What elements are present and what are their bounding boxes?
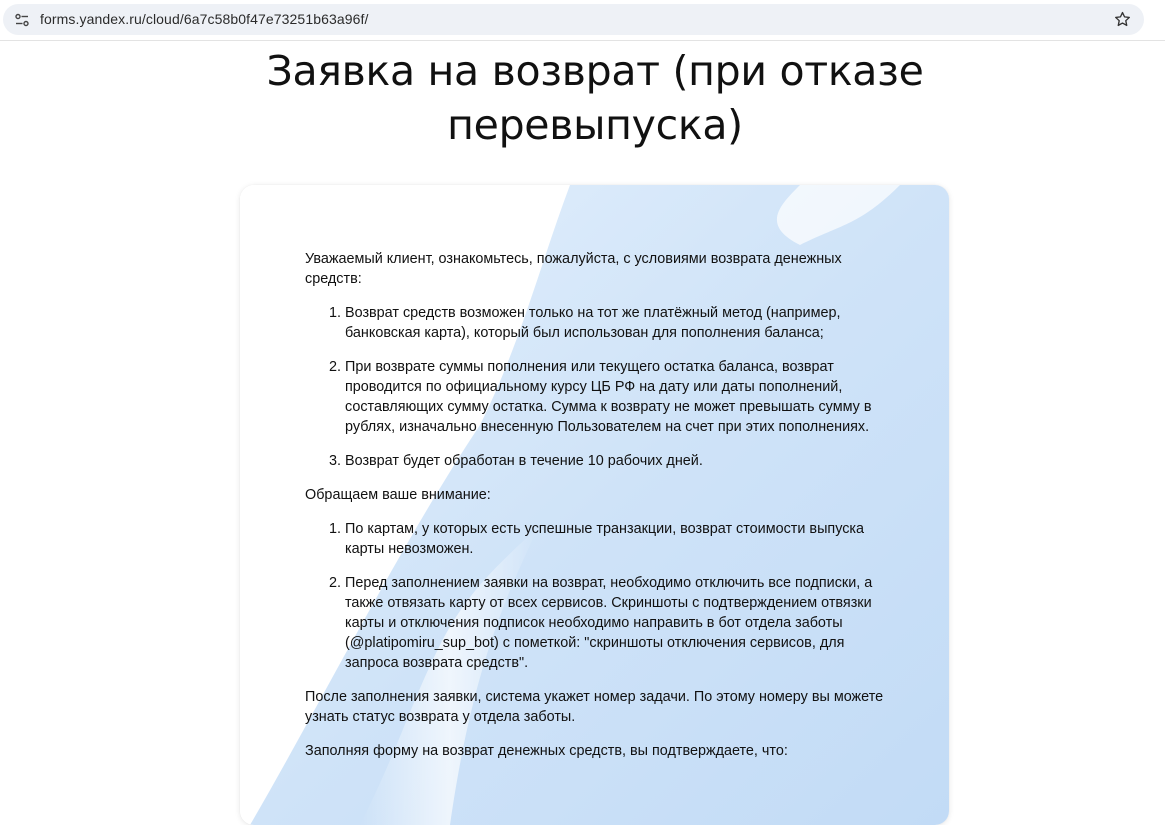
confirm-lead-text: Заполняя форму на возврат денежных средств, вы подтверждаете, что: (305, 743, 788, 759)
attention-list (305, 519, 885, 673)
browser-address-bar (0, 0, 1165, 41)
page-title: Заявка на возврат (при отказе перевыпуска) (266, 47, 924, 149)
list-item: 2. При возврате суммы пополнения или текущего остатка баланса, возврат проводится по официальному курсу ЦБ РФ на дату или даты пополнений, составляющих сумму остатка. Сумма к возврату не может превышать сумму в рублях, изначально внесенную Пользователем на счет при этих пополнениях. (345, 357, 885, 437)
star-outline-icon[interactable] (1113, 10, 1132, 29)
tune-icon[interactable] (14, 12, 30, 28)
after-submit-text: После заполнения заявки, система укажет номер задачи. По этому номеру вы можете узнать статус возврата у отдела заботы. (305, 689, 884, 725)
intro-text: Уважаемый клиент, ознакомьтесь, пожалуйста, с условиями возврата денежных средств: (305, 251, 842, 287)
form-card (240, 185, 949, 825)
attention-heading: Обращаем ваше внимание: (305, 487, 491, 503)
list-item: 3. Возврат будет обработан в течение 10 рабочих дней. (345, 451, 885, 471)
form-description (305, 249, 885, 761)
omnibox[interactable] (3, 4, 1144, 35)
list-item: 2. Перед заполнением заявки на возврат, необходимо отключить все подписки, а также отвязать карту от всех сервисов. Скриншоты с подтверждением отвязки карты и отключения подписок необходимо направить в бот отдела заботы (@platipomiru_sup_bot) с пометкой: "скриншоты отключения сервисов, для запроса возврата средств". (345, 573, 885, 673)
list-item: 1. По картам, у которых есть успешные транзакции, возврат стоимости выпуска карты невозможен. (345, 519, 885, 559)
list-item: 1. Возврат средств возможен только на тот же платёжный метод (например, банковская карта), который был использован для пополнения баланса; (345, 303, 885, 343)
conditions-list (305, 303, 885, 471)
url-text[interactable]: forms.yandex.ru/cloud/6a7c58b0f47e73251b63a96f/ (40, 11, 369, 27)
